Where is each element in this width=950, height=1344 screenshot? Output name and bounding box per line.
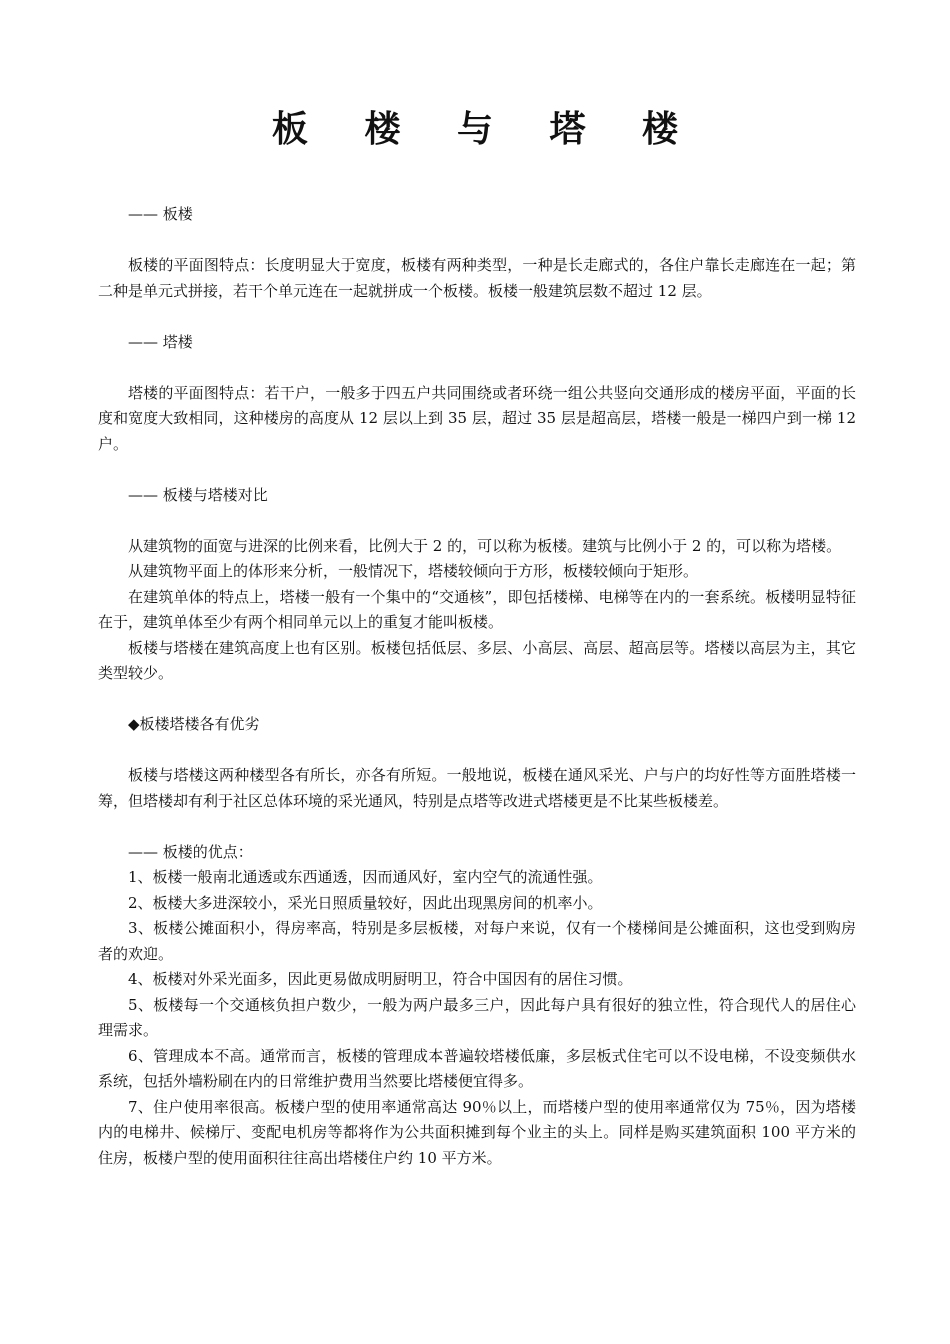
document-title: 板 楼 与 塔 楼 xyxy=(271,109,701,150)
spacer xyxy=(98,304,856,330)
spacer xyxy=(98,228,856,254)
list-item: 3、板楼公摊面积小，得房率高，特别是多层板楼，对每户来说，仅有一个楼梯间是公摊面积，这也受到购房者的欢迎。 xyxy=(98,919,856,963)
list-item: 2、板楼大多进深较小，采光日照质量较好，因此出现黑房间的机率小。 xyxy=(128,893,603,912)
section-heading-pros-cons: ◆板楼塔楼各有优劣 xyxy=(128,715,260,733)
spacer xyxy=(98,814,856,840)
spacer xyxy=(98,355,856,381)
paragraph-comparison-ratio: 从建筑物的面宽与进深的比例来看，比例大于 2 的，可以称为板楼。建筑与比例小于 2 的，可以称为塔楼。 xyxy=(128,536,842,555)
spacer xyxy=(98,738,856,764)
spacer xyxy=(98,457,856,483)
paragraph-pros-cons: 板楼与塔楼这两种楼型各有所长，亦各有所短。一般地说，板楼在通风采光、户与户的均好性等方面胜塔楼一筹，但塔楼却有利于社区总体环境的采光通风，特别是点塔等改进式塔楼更是不比某些板楼差。 xyxy=(98,766,856,810)
paragraph-comparison-core: 在建筑单体的特点上，塔楼一般有一个集中的“交通核”，即包括楼梯、电梯等在内的一套系统。板楼明显特征在于，建筑单体至少有两个相同单元以上的重复才能叫板楼。 xyxy=(98,587,856,631)
list-item: 6、管理成本不高。通常而言，板楼的管理成本普遍较塔楼低廉，多层板式住宅可以不设电梯，不设变频供水系统，包括外墙粉刷在内的日常维护费用当然要比塔楼便宜得多。 xyxy=(98,1046,856,1090)
list-item: 7、住户使用率很高。板楼户型的使用率通常高达 90％以上，而塔楼户型的使用率通常仅为 75％，因为塔楼内的电梯井、候梯厅、变配电机房等都将作为公共面积摊到每个业主的头上。同样是购买建筑面积 100 平方米的住房，板楼户型的使用面积往往高出塔楼住户约 10 平方米。 xyxy=(98,1097,856,1167)
document-body xyxy=(98,202,856,1171)
spacer xyxy=(98,508,856,534)
list-item: 4、板楼对外采光面多，因此更易做成明厨明卫，符合中国因有的居住习惯。 xyxy=(128,970,633,988)
section-heading-slab-advantages: —— 板楼的优点： xyxy=(128,842,253,861)
paragraph-comparison-shape: 从建筑物平面上的体形来分析，一般情况下，塔楼较倾向于方形，板楼较倾向于矩形。 xyxy=(128,562,699,580)
list-item: 5、板楼每一个交通核负担户数少，一般为两户最多三户，因此每户具有很好的独立性，符合现代人的居住心理需求。 xyxy=(98,995,856,1039)
section-heading-slab: —— 板楼 xyxy=(128,205,193,223)
section-heading-comparison: —— 板楼与塔楼对比 xyxy=(128,485,268,504)
paragraph-tower-features: 塔楼的平面图特点：若干户，一般多于四五户共同围绕或者环绕一组公共竖向交通形成的楼房平面，平面的长度和宽度大致相同，这种楼房的高度从 12 层以上到 35 层，超过 35 层是超高层，塔楼一般是一梯四户到一梯 12 户。 xyxy=(98,383,856,453)
paragraph-slab-features: 板楼的平面图特点：长度明显大于宽度，板楼有两种类型，一种是长走廊式的，各住户靠长走廊连在一起；第二种是单元式拼接，若干个单元连在一起就拼成一个板楼。板楼一般建筑层数不超过 12 层。 xyxy=(98,256,856,300)
list-item: 1、板楼一般南北通透或东西通透，因而通风好，室内空气的流通性强。 xyxy=(128,868,603,886)
section-heading-tower: —— 塔楼 xyxy=(128,332,193,351)
paragraph-comparison-height: 板楼与塔楼在建筑高度上也有区别。板楼包括低层、多层、小高层、高层、超高层等。塔楼以高层为主，其它类型较少。 xyxy=(98,638,856,682)
spacer xyxy=(98,687,856,713)
